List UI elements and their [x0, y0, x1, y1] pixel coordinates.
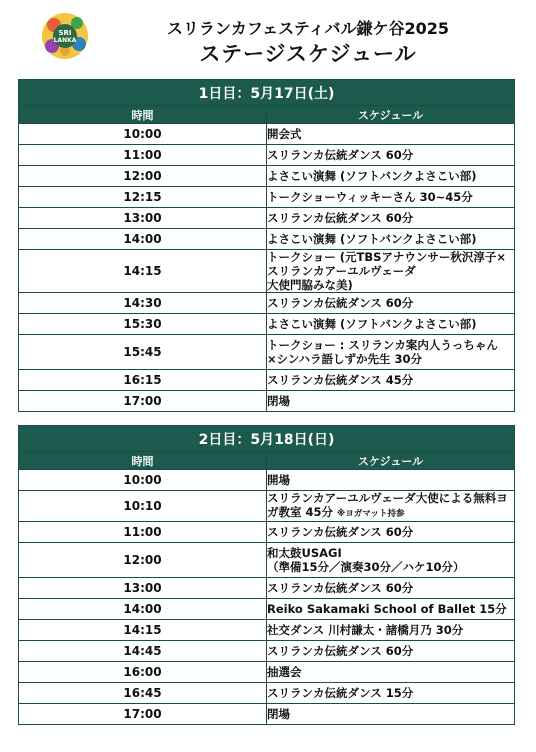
table-row	[19, 166, 515, 187]
time-cell: 14:00	[19, 599, 267, 620]
table-row	[19, 314, 515, 335]
table-row	[19, 187, 515, 208]
time-column-header: 時間	[19, 452, 267, 470]
time-cell: 14:30	[19, 293, 267, 314]
table-row	[19, 641, 515, 662]
table-row	[19, 543, 515, 578]
program-line: 和太鼓USAGI	[267, 546, 342, 560]
time-cell: 10:00	[19, 470, 267, 491]
table-row	[19, 370, 515, 391]
page-title: ステージスケジュール	[199, 42, 417, 66]
time-cell: 14:15	[19, 250, 267, 293]
program-cell: 抽選会	[267, 662, 515, 683]
table-row	[19, 229, 515, 250]
program-line: トークショー (元TBSアナウンサー秋沢淳子×スリランカアーユルヴェーダ	[267, 250, 507, 278]
program-cell: トークショーウィッキーさん 30~45分	[267, 187, 515, 208]
table-row	[19, 599, 515, 620]
time-cell: 14:15	[19, 620, 267, 641]
time-cell: 16:15	[19, 370, 267, 391]
program-cell: 閉場	[267, 704, 515, 725]
time-cell: 12:15	[19, 187, 267, 208]
program-cell: 開場	[267, 470, 515, 491]
time-cell: 12:00	[19, 543, 267, 578]
table-row	[19, 662, 515, 683]
time-cell: 11:00	[19, 522, 267, 543]
program-cell	[267, 491, 515, 522]
time-cell: 16:00	[19, 662, 267, 683]
time-cell: 14:00	[19, 229, 267, 250]
table-row	[19, 145, 515, 166]
table-row	[19, 208, 515, 229]
program-cell: スリランカ伝統ダンス 60分	[267, 522, 515, 543]
time-cell: 10:10	[19, 491, 267, 522]
program-cell	[267, 543, 515, 578]
time-cell: 12:00	[19, 166, 267, 187]
program-text: スリランカアーユルヴェーダ大使による無料ヨガ教室 45分	[267, 491, 508, 519]
program-cell: 閉場	[267, 391, 515, 412]
svg-text:SRI: SRI	[58, 29, 72, 37]
schedule-column-header: スケジュール	[267, 106, 515, 124]
table-row	[19, 620, 515, 641]
time-cell: 14:45	[19, 641, 267, 662]
table-row	[19, 391, 515, 412]
festival-title: スリランカフェスティバル鎌ケ谷2025	[166, 19, 450, 38]
day2-title: 2日目：5月18日(日)	[19, 426, 515, 452]
program-cell: スリランカ伝統ダンス 15分	[267, 683, 515, 704]
time-cell: 15:45	[19, 335, 267, 370]
program-cell: 社交ダンス 川村謙太・諸橋月乃 30分	[267, 620, 515, 641]
schedule-column-header: スケジュール	[267, 452, 515, 470]
time-cell: 16:45	[19, 683, 267, 704]
time-cell: 15:30	[19, 314, 267, 335]
table-row	[19, 124, 515, 145]
program-cell: 開会式	[267, 124, 515, 145]
table-row	[19, 578, 515, 599]
program-cell: スリランカ伝統ダンス 60分	[267, 145, 515, 166]
program-cell: スリランカ伝統ダンス 60分	[267, 293, 515, 314]
time-cell: 11:00	[19, 145, 267, 166]
table-row	[19, 491, 515, 522]
program-line: トークショー : スリランカ案内人うっちゃん	[267, 338, 498, 352]
program-cell: Reiko Sakamaki School of Ballet 15分	[267, 599, 515, 620]
time-cell: 13:00	[19, 208, 267, 229]
time-cell: 17:00	[19, 391, 267, 412]
program-note: ※ヨガマット持参	[337, 509, 405, 519]
time-column-header: 時間	[19, 106, 267, 124]
table-row	[19, 470, 515, 491]
program-cell: よさこい演舞 (ソフトバンクよさこい部)	[267, 229, 515, 250]
time-cell: 10:00	[19, 124, 267, 145]
table-row	[19, 293, 515, 314]
program-cell: よさこい演舞 (ソフトバンクよさこい部)	[267, 166, 515, 187]
table-row	[19, 704, 515, 725]
day2-schedule-table	[18, 425, 515, 725]
program-cell: よさこい演舞 (ソフトバンクよさこい部)	[267, 314, 515, 335]
time-cell: 17:00	[19, 704, 267, 725]
program-line: ×シンハラ語しずか先生 30分	[267, 352, 423, 366]
festival-logo	[40, 11, 90, 61]
program-cell	[267, 335, 515, 370]
day1-schedule-table	[18, 79, 515, 412]
time-cell: 13:00	[19, 578, 267, 599]
svg-text:LANKA: LANKA	[53, 37, 77, 44]
program-cell: スリランカ伝統ダンス 60分	[267, 578, 515, 599]
program-line: （準備15分／演奏30分／ハケ10分）	[267, 560, 465, 574]
table-row	[19, 335, 515, 370]
day1-title: 1日目：5月17日(土)	[19, 80, 515, 106]
program-cell	[267, 250, 515, 293]
table-row	[19, 683, 515, 704]
program-cell: スリランカ伝統ダンス 60分	[267, 208, 515, 229]
program-cell: スリランカ伝統ダンス 60分	[267, 641, 515, 662]
table-row	[19, 522, 515, 543]
table-row	[19, 250, 515, 293]
program-cell: スリランカ伝統ダンス 45分	[267, 370, 515, 391]
program-line: 大使門脇みな美)	[267, 278, 353, 292]
